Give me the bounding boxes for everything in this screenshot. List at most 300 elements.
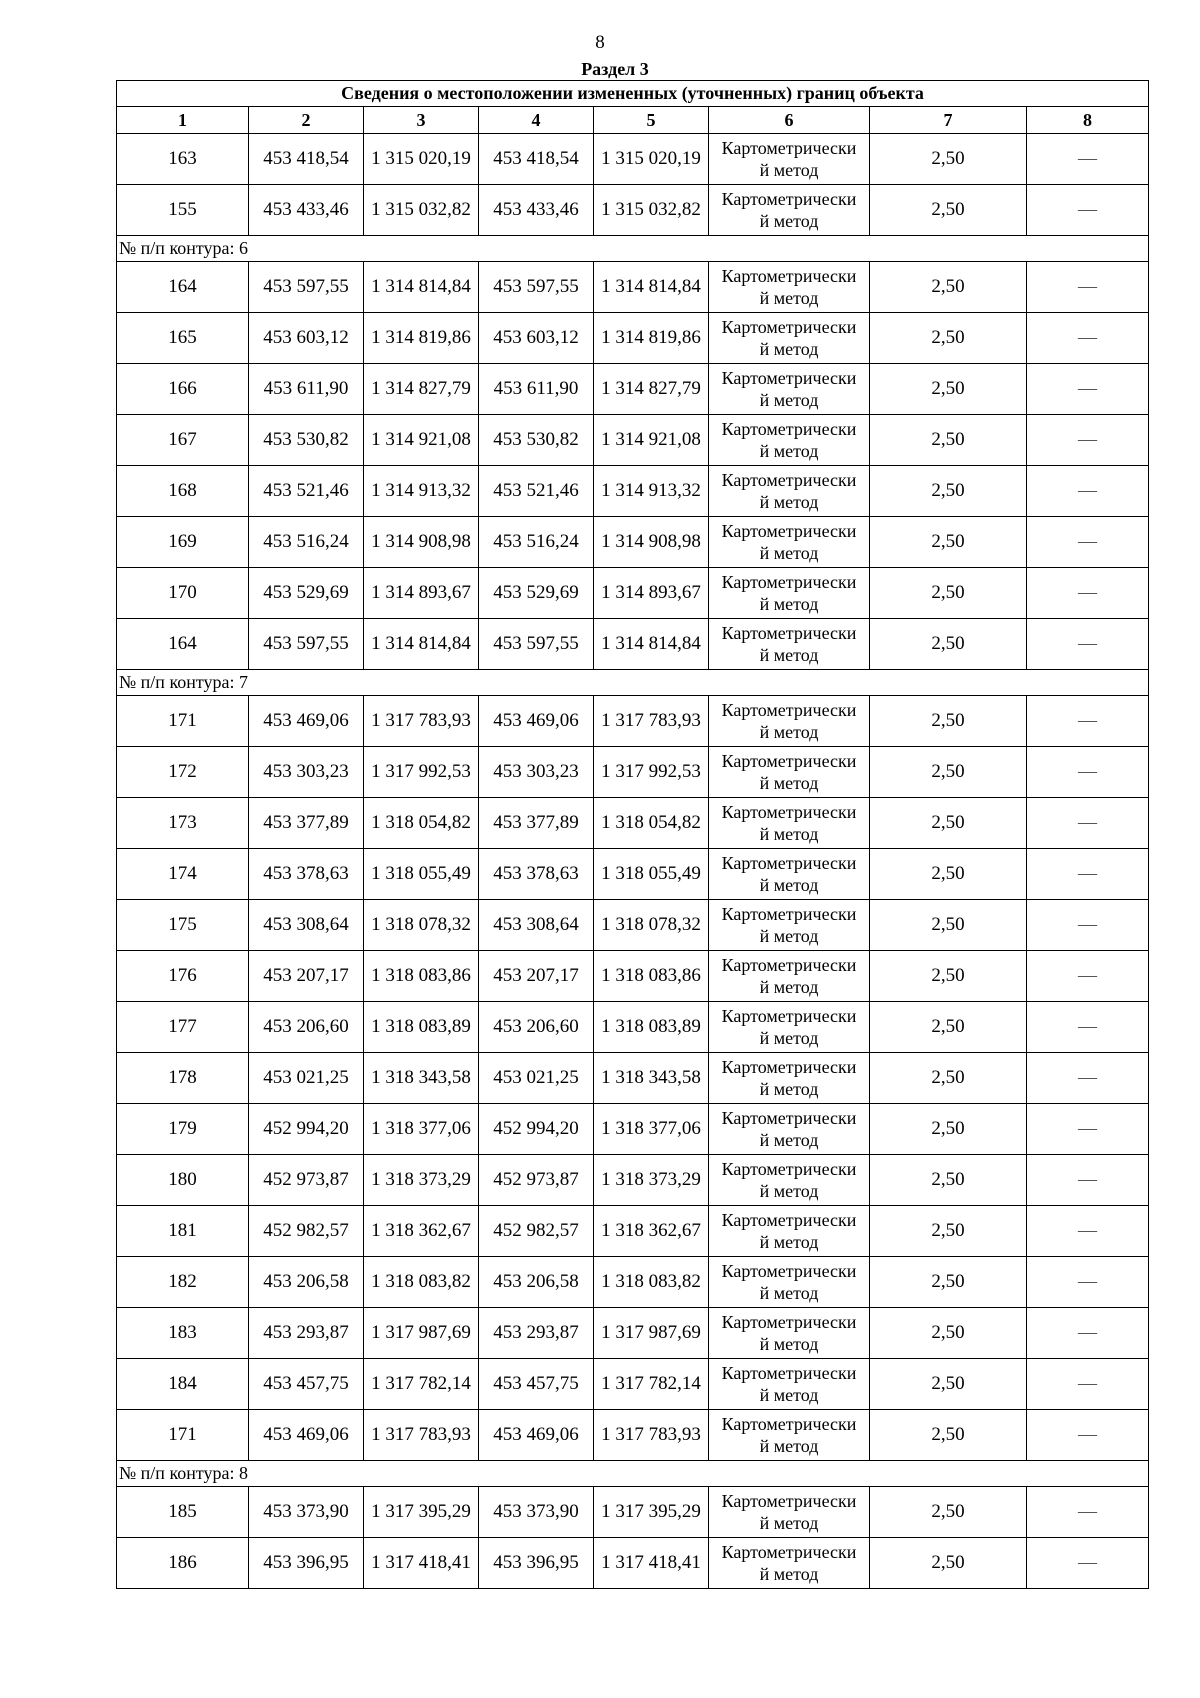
y-existing-cell: 1 315 032,82	[364, 185, 479, 236]
precision-cell: 2,50	[870, 849, 1027, 900]
precision-cell: 2,50	[870, 1538, 1027, 1589]
method-line: й метод	[759, 543, 819, 563]
column-number: 4	[479, 107, 594, 134]
table-row	[117, 900, 1149, 951]
x-existing-cell: 452 994,20	[249, 1104, 364, 1155]
x-existing-cell: 453 396,95	[249, 1538, 364, 1589]
x-refined-cell: 453 457,75	[479, 1359, 594, 1410]
method-line: й метод	[759, 1079, 819, 1099]
section-title: Раздел 3	[581, 59, 649, 79]
x-refined-cell: 452 994,20	[479, 1104, 594, 1155]
page-number: 8	[595, 32, 605, 53]
contour-row	[117, 1461, 1149, 1487]
table-row	[117, 696, 1149, 747]
method-line: й метод	[759, 339, 819, 359]
x-existing-cell: 453 206,58	[249, 1257, 364, 1308]
table-row	[117, 798, 1149, 849]
y-refined-cell: 1 314 827,79	[594, 364, 709, 415]
x-refined-cell: 453 377,89	[479, 798, 594, 849]
y-refined-cell: 1 318 362,67	[594, 1206, 709, 1257]
method-cell	[709, 1155, 870, 1206]
method-cell	[709, 900, 870, 951]
method-cell	[709, 1308, 870, 1359]
y-refined-cell: 1 318 083,86	[594, 951, 709, 1002]
precision-cell: 2,50	[870, 517, 1027, 568]
point-number-cell: 167	[117, 415, 249, 466]
method-line: Картометрически	[721, 802, 857, 822]
y-existing-cell: 1 314 814,84	[364, 262, 479, 313]
method-line: й метод	[759, 492, 819, 512]
point-number-cell: 163	[117, 134, 249, 185]
x-refined-cell: 453 469,06	[479, 1410, 594, 1461]
column-number: 2	[249, 107, 364, 134]
point-number-cell: 164	[117, 619, 249, 670]
empty-cell: —	[1027, 415, 1149, 466]
y-existing-cell: 1 314 913,32	[364, 466, 479, 517]
y-existing-cell: 1 318 083,82	[364, 1257, 479, 1308]
y-refined-cell: 1 317 987,69	[594, 1308, 709, 1359]
x-refined-cell: 452 973,87	[479, 1155, 594, 1206]
method-line: Картометрически	[721, 623, 857, 643]
method-line: й метод	[759, 1130, 819, 1150]
x-refined-cell: 453 206,58	[479, 1257, 594, 1308]
method-line: Картометрически	[721, 904, 857, 924]
table-title-row	[117, 81, 1149, 107]
method-line: й метод	[759, 1232, 819, 1252]
contour-number: 6	[239, 238, 249, 258]
y-existing-cell: 1 317 395,29	[364, 1487, 479, 1538]
y-refined-cell: 1 318 377,06	[594, 1104, 709, 1155]
method-cell	[709, 798, 870, 849]
method-line: Картометрически	[721, 521, 857, 541]
method-line: Картометрически	[721, 138, 857, 158]
method-line: Картометрически	[721, 955, 857, 975]
y-existing-cell: 1 314 819,86	[364, 313, 479, 364]
x-existing-cell: 453 308,64	[249, 900, 364, 951]
method-line: Картометрически	[721, 317, 857, 337]
y-refined-cell: 1 314 893,67	[594, 568, 709, 619]
y-existing-cell: 1 318 343,58	[364, 1053, 479, 1104]
contour-prefix: № п/п контура:	[119, 238, 235, 258]
precision-cell: 2,50	[870, 1206, 1027, 1257]
method-line: Картометрически	[721, 1210, 857, 1230]
y-refined-cell: 1 315 020,19	[594, 134, 709, 185]
method-line: Картометрически	[721, 1363, 857, 1383]
point-number-cell: 182	[117, 1257, 249, 1308]
column-number: 8	[1027, 107, 1149, 134]
method-cell	[709, 185, 870, 236]
empty-cell: —	[1027, 517, 1149, 568]
y-refined-cell: 1 317 395,29	[594, 1487, 709, 1538]
empty-cell: —	[1027, 466, 1149, 517]
y-existing-cell: 1 318 083,89	[364, 1002, 479, 1053]
precision-cell: 2,50	[870, 1308, 1027, 1359]
y-existing-cell: 1 317 418,41	[364, 1538, 479, 1589]
x-refined-cell: 453 303,23	[479, 747, 594, 798]
method-line: й метод	[759, 594, 819, 614]
method-cell	[709, 1359, 870, 1410]
empty-cell: —	[1027, 134, 1149, 185]
point-number-cell: 164	[117, 262, 249, 313]
method-cell	[709, 1002, 870, 1053]
point-number-cell: 173	[117, 798, 249, 849]
x-refined-cell: 453 021,25	[479, 1053, 594, 1104]
precision-cell: 2,50	[870, 466, 1027, 517]
method-cell	[709, 1053, 870, 1104]
method-cell	[709, 568, 870, 619]
method-line: й метод	[759, 875, 819, 895]
column-number: 3	[364, 107, 479, 134]
empty-cell: —	[1027, 696, 1149, 747]
y-existing-cell: 1 315 020,19	[364, 134, 479, 185]
x-refined-cell: 453 373,90	[479, 1487, 594, 1538]
x-existing-cell: 453 303,23	[249, 747, 364, 798]
table-row	[117, 1538, 1149, 1589]
empty-cell: —	[1027, 568, 1149, 619]
point-number-cell: 168	[117, 466, 249, 517]
y-refined-cell: 1 314 913,32	[594, 466, 709, 517]
method-cell	[709, 696, 870, 747]
x-refined-cell: 453 516,24	[479, 517, 594, 568]
contour-prefix: № п/п контура:	[119, 672, 235, 692]
table-row	[117, 1410, 1149, 1461]
column-number: 5	[594, 107, 709, 134]
method-cell	[709, 951, 870, 1002]
method-cell	[709, 415, 870, 466]
method-line: Картометрически	[721, 1159, 857, 1179]
method-line: й метод	[759, 926, 819, 946]
point-number-cell: 174	[117, 849, 249, 900]
precision-cell: 2,50	[870, 747, 1027, 798]
empty-cell: —	[1027, 1410, 1149, 1461]
precision-cell: 2,50	[870, 1410, 1027, 1461]
method-line: Картометрически	[721, 1312, 857, 1332]
precision-cell: 2,50	[870, 951, 1027, 1002]
point-number-cell: 180	[117, 1155, 249, 1206]
y-refined-cell: 1 318 083,82	[594, 1257, 709, 1308]
y-existing-cell: 1 318 362,67	[364, 1206, 479, 1257]
method-line: й метод	[759, 773, 819, 793]
precision-cell: 2,50	[870, 1104, 1027, 1155]
x-refined-cell: 453 293,87	[479, 1308, 594, 1359]
method-line: Картометрически	[721, 1542, 857, 1562]
x-existing-cell: 453 597,55	[249, 262, 364, 313]
table-row	[117, 1206, 1149, 1257]
method-line: Картометрически	[721, 853, 857, 873]
table-row	[117, 619, 1149, 670]
y-existing-cell: 1 318 078,32	[364, 900, 479, 951]
y-existing-cell: 1 314 908,98	[364, 517, 479, 568]
x-existing-cell: 453 530,82	[249, 415, 364, 466]
method-line: Картометрически	[721, 266, 857, 286]
y-refined-cell: 1 318 343,58	[594, 1053, 709, 1104]
method-line: Картометрически	[721, 1057, 857, 1077]
table-row	[117, 364, 1149, 415]
precision-cell: 2,50	[870, 696, 1027, 747]
x-existing-cell: 453 457,75	[249, 1359, 364, 1410]
empty-cell: —	[1027, 1206, 1149, 1257]
precision-cell: 2,50	[870, 900, 1027, 951]
method-line: Картометрически	[721, 1414, 857, 1434]
x-existing-cell: 453 603,12	[249, 313, 364, 364]
empty-cell: —	[1027, 849, 1149, 900]
precision-cell: 2,50	[870, 1257, 1027, 1308]
method-cell	[709, 1257, 870, 1308]
point-number-cell: 181	[117, 1206, 249, 1257]
method-line: й метод	[759, 1513, 819, 1533]
method-line: Картометрически	[721, 751, 857, 771]
method-line: й метод	[759, 977, 819, 997]
column-number-row	[117, 107, 1149, 134]
x-existing-cell: 453 469,06	[249, 696, 364, 747]
method-line: й метод	[759, 1181, 819, 1201]
x-refined-cell: 453 597,55	[479, 262, 594, 313]
method-line: й метод	[759, 1283, 819, 1303]
point-number-cell: 184	[117, 1359, 249, 1410]
method-line: й метод	[759, 211, 819, 231]
table-row	[117, 1257, 1149, 1308]
y-existing-cell: 1 317 992,53	[364, 747, 479, 798]
contour-prefix: № п/п контура:	[119, 1463, 235, 1483]
x-refined-cell: 453 378,63	[479, 849, 594, 900]
method-cell	[709, 1410, 870, 1461]
y-refined-cell: 1 314 921,08	[594, 415, 709, 466]
precision-cell: 2,50	[870, 568, 1027, 619]
table-row	[117, 849, 1149, 900]
table-row	[117, 568, 1149, 619]
method-cell	[709, 619, 870, 670]
contour-number: 7	[239, 672, 249, 692]
precision-cell: 2,50	[870, 415, 1027, 466]
method-line: й метод	[759, 1028, 819, 1048]
x-existing-cell: 453 418,54	[249, 134, 364, 185]
y-refined-cell: 1 318 055,49	[594, 849, 709, 900]
empty-cell: —	[1027, 798, 1149, 849]
empty-cell: —	[1027, 1257, 1149, 1308]
x-existing-cell: 453 293,87	[249, 1308, 364, 1359]
x-refined-cell: 453 469,06	[479, 696, 594, 747]
x-existing-cell: 453 529,69	[249, 568, 364, 619]
y-refined-cell: 1 314 819,86	[594, 313, 709, 364]
table-row	[117, 134, 1149, 185]
y-refined-cell: 1 317 782,14	[594, 1359, 709, 1410]
precision-cell: 2,50	[870, 798, 1027, 849]
x-refined-cell: 453 206,60	[479, 1002, 594, 1053]
x-refined-cell: 453 529,69	[479, 568, 594, 619]
x-refined-cell: 453 597,55	[479, 619, 594, 670]
x-existing-cell: 453 469,06	[249, 1410, 364, 1461]
contour-label	[117, 1461, 1149, 1487]
point-number-cell: 169	[117, 517, 249, 568]
x-refined-cell: 453 207,17	[479, 951, 594, 1002]
empty-cell: —	[1027, 951, 1149, 1002]
empty-cell: —	[1027, 1487, 1149, 1538]
coordinates-table	[116, 80, 1149, 1589]
y-refined-cell: 1 315 032,82	[594, 185, 709, 236]
x-existing-cell: 453 521,46	[249, 466, 364, 517]
y-existing-cell: 1 314 827,79	[364, 364, 479, 415]
y-existing-cell: 1 317 782,14	[364, 1359, 479, 1410]
table-row	[117, 747, 1149, 798]
method-line: Картометрически	[721, 189, 857, 209]
point-number-cell: 171	[117, 696, 249, 747]
y-existing-cell: 1 317 987,69	[364, 1308, 479, 1359]
x-refined-cell: 453 418,54	[479, 134, 594, 185]
method-cell	[709, 364, 870, 415]
y-existing-cell: 1 318 377,06	[364, 1104, 479, 1155]
y-refined-cell: 1 318 054,82	[594, 798, 709, 849]
empty-cell: —	[1027, 1002, 1149, 1053]
table-row	[117, 517, 1149, 568]
table-row	[117, 313, 1149, 364]
precision-cell: 2,50	[870, 1359, 1027, 1410]
method-line: Картометрически	[721, 1108, 857, 1128]
x-existing-cell: 453 377,89	[249, 798, 364, 849]
table-row	[117, 1308, 1149, 1359]
x-refined-cell: 453 530,82	[479, 415, 594, 466]
table-row	[117, 1053, 1149, 1104]
y-refined-cell: 1 314 814,84	[594, 619, 709, 670]
contour-label	[117, 670, 1149, 696]
method-line: й метод	[759, 1564, 819, 1584]
contour-label	[117, 236, 1149, 262]
empty-cell: —	[1027, 1104, 1149, 1155]
x-refined-cell: 453 308,64	[479, 900, 594, 951]
x-existing-cell: 453 378,63	[249, 849, 364, 900]
y-refined-cell: 1 317 418,41	[594, 1538, 709, 1589]
empty-cell: —	[1027, 1538, 1149, 1589]
table-row	[117, 1155, 1149, 1206]
y-existing-cell: 1 318 083,86	[364, 951, 479, 1002]
method-line: Картометрически	[721, 419, 857, 439]
column-number: 1	[117, 107, 249, 134]
point-number-cell: 183	[117, 1308, 249, 1359]
point-number-cell: 170	[117, 568, 249, 619]
x-existing-cell: 453 516,24	[249, 517, 364, 568]
contour-row	[117, 670, 1149, 696]
point-number-cell: 165	[117, 313, 249, 364]
column-number: 7	[870, 107, 1027, 134]
point-number-cell: 178	[117, 1053, 249, 1104]
y-refined-cell: 1 318 083,89	[594, 1002, 709, 1053]
x-existing-cell: 453 206,60	[249, 1002, 364, 1053]
y-existing-cell: 1 318 373,29	[364, 1155, 479, 1206]
contour-row	[117, 236, 1149, 262]
method-line: й метод	[759, 441, 819, 461]
point-number-cell: 185	[117, 1487, 249, 1538]
method-cell	[709, 1104, 870, 1155]
method-line: й метод	[759, 645, 819, 665]
empty-cell: —	[1027, 1155, 1149, 1206]
point-number-cell: 155	[117, 185, 249, 236]
x-existing-cell: 452 973,87	[249, 1155, 364, 1206]
y-refined-cell: 1 317 783,93	[594, 1410, 709, 1461]
point-number-cell: 177	[117, 1002, 249, 1053]
point-number-cell: 166	[117, 364, 249, 415]
empty-cell: —	[1027, 185, 1149, 236]
y-existing-cell: 1 314 893,67	[364, 568, 479, 619]
method-line: й метод	[759, 722, 819, 742]
point-number-cell: 171	[117, 1410, 249, 1461]
y-existing-cell: 1 317 783,93	[364, 696, 479, 747]
x-existing-cell: 453 021,25	[249, 1053, 364, 1104]
y-refined-cell: 1 314 814,84	[594, 262, 709, 313]
empty-cell: —	[1027, 747, 1149, 798]
point-number-cell: 179	[117, 1104, 249, 1155]
point-number-cell: 186	[117, 1538, 249, 1589]
method-cell	[709, 1487, 870, 1538]
method-line: й метод	[759, 288, 819, 308]
empty-cell: —	[1027, 262, 1149, 313]
empty-cell: —	[1027, 619, 1149, 670]
method-cell	[709, 517, 870, 568]
y-refined-cell: 1 318 373,29	[594, 1155, 709, 1206]
method-cell	[709, 262, 870, 313]
method-line: й метод	[759, 1385, 819, 1405]
point-number-cell: 176	[117, 951, 249, 1002]
method-cell	[709, 1206, 870, 1257]
empty-cell: —	[1027, 364, 1149, 415]
empty-cell: —	[1027, 1053, 1149, 1104]
table-title: Сведения о местоположении измененных (уточненных) границ объекта	[117, 81, 1149, 107]
x-refined-cell: 453 521,46	[479, 466, 594, 517]
table-row	[117, 262, 1149, 313]
x-refined-cell: 453 396,95	[479, 1538, 594, 1589]
precision-cell: 2,50	[870, 134, 1027, 185]
method-cell	[709, 1538, 870, 1589]
precision-cell: 2,50	[870, 1002, 1027, 1053]
method-line: Картометрически	[721, 700, 857, 720]
method-line: Картометрически	[721, 1261, 857, 1281]
table-body	[117, 81, 1149, 1589]
x-refined-cell: 453 603,12	[479, 313, 594, 364]
y-existing-cell: 1 317 783,93	[364, 1410, 479, 1461]
method-line: й метод	[759, 1436, 819, 1456]
method-line: й метод	[759, 1334, 819, 1354]
precision-cell: 2,50	[870, 364, 1027, 415]
method-line: Картометрически	[721, 1491, 857, 1511]
method-cell	[709, 134, 870, 185]
table-row	[117, 415, 1149, 466]
table-row	[117, 1359, 1149, 1410]
y-refined-cell: 1 317 992,53	[594, 747, 709, 798]
precision-cell: 2,50	[870, 185, 1027, 236]
x-existing-cell: 452 982,57	[249, 1206, 364, 1257]
contour-number: 8	[239, 1463, 249, 1483]
precision-cell: 2,50	[870, 313, 1027, 364]
x-refined-cell: 453 433,46	[479, 185, 594, 236]
method-line: й метод	[759, 390, 819, 410]
y-refined-cell: 1 317 783,93	[594, 696, 709, 747]
table-row	[117, 951, 1149, 1002]
table-row	[117, 1487, 1149, 1538]
precision-cell: 2,50	[870, 619, 1027, 670]
method-cell	[709, 313, 870, 364]
table-row	[117, 1104, 1149, 1155]
method-cell	[709, 747, 870, 798]
y-existing-cell: 1 318 054,82	[364, 798, 479, 849]
table-row	[117, 466, 1149, 517]
method-line: Картометрически	[721, 572, 857, 592]
method-cell	[709, 466, 870, 517]
column-number: 6	[709, 107, 870, 134]
x-existing-cell: 453 611,90	[249, 364, 364, 415]
precision-cell: 2,50	[870, 1155, 1027, 1206]
method-line: Картометрически	[721, 368, 857, 388]
precision-cell: 2,50	[870, 1053, 1027, 1104]
x-existing-cell: 453 373,90	[249, 1487, 364, 1538]
table-row	[117, 1002, 1149, 1053]
